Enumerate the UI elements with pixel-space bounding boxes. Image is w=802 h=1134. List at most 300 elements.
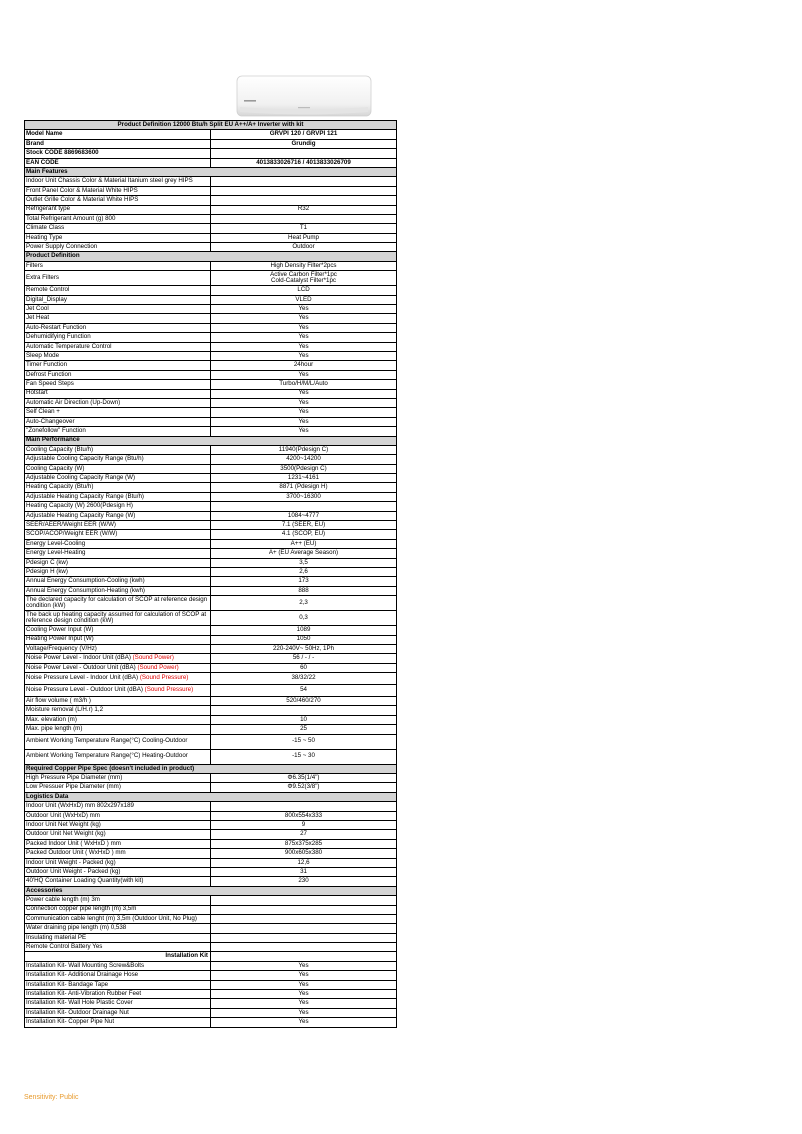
table-row xyxy=(25,139,397,148)
spec-value-text: GRVPI 120 / GRVPI 121 xyxy=(269,130,338,138)
spec-value-text: 24hour xyxy=(293,361,314,369)
spec-label-text: EAN CODE xyxy=(26,158,59,166)
table-row xyxy=(25,177,397,186)
spec-value xyxy=(211,933,397,942)
spec-label-text: Noise Pressure Level - Indoor Unit (dBA) xyxy=(26,674,139,682)
spec-value-text: Φ6.35(1/4") xyxy=(287,773,320,781)
spec-label xyxy=(25,417,211,426)
spec-value xyxy=(211,586,397,595)
spec-label xyxy=(25,811,211,820)
spec-value-text: 3700~16300 xyxy=(286,492,321,500)
spec-label xyxy=(25,196,211,205)
sound-type-note: (Sound Pressure) xyxy=(139,674,189,682)
spec-value-text: 10 xyxy=(300,715,307,723)
table-row xyxy=(25,224,397,233)
spec-label-text: Voltage/Frequency (V/Hz) xyxy=(26,644,97,652)
spec-label xyxy=(25,943,211,952)
spec-value xyxy=(211,464,397,473)
spec-label-text: Adjustable Cooling Capacity Range (Btu/h) xyxy=(26,455,144,463)
spec-label xyxy=(25,877,211,886)
spec-label-text: Power cable length (m) 3m xyxy=(26,896,100,904)
section-header-row xyxy=(25,436,397,445)
spec-label-text: Brand xyxy=(26,139,44,147)
spec-label-text: Heating Power Input (W) xyxy=(26,635,94,643)
table-row xyxy=(25,706,397,715)
spec-value xyxy=(211,361,397,370)
spec-value xyxy=(211,896,397,905)
spec-label xyxy=(25,233,211,242)
section-header-row xyxy=(25,792,397,801)
spec-value xyxy=(211,626,397,635)
table-row xyxy=(25,749,397,764)
spec-value-text: 1050 xyxy=(296,635,311,643)
spec-label xyxy=(25,130,211,139)
table-row xyxy=(25,380,397,389)
table-row xyxy=(25,715,397,724)
table-row xyxy=(25,839,397,848)
spec-value-text: 875x375x285 xyxy=(284,839,323,847)
spec-value xyxy=(211,990,397,999)
spec-value xyxy=(211,821,397,830)
spec-value xyxy=(211,474,397,483)
spec-label xyxy=(25,635,211,644)
table-row xyxy=(25,539,397,548)
spec-value-text: High Density Filter*2pcs xyxy=(270,261,337,269)
spec-label xyxy=(25,558,211,567)
spec-label xyxy=(25,492,211,501)
table-row xyxy=(25,233,397,242)
spec-value xyxy=(211,663,397,672)
spec-value-text: Grundig xyxy=(291,139,316,147)
spec-value xyxy=(211,858,397,867)
spec-label xyxy=(25,849,211,858)
spec-value xyxy=(211,839,397,848)
section-title: Required Copper Pipe Spec (doesn't included in product) xyxy=(25,764,397,773)
spec-label-text: The back up heating capacity assumed for calculation of SCOP at reference design condition (kW) xyxy=(26,610,207,625)
spec-label xyxy=(25,445,211,454)
spec-value-text: 1089 xyxy=(296,626,311,634)
spec-value-text: 4.1 (SCOP, EU) xyxy=(281,530,326,538)
table-row xyxy=(25,673,397,685)
spec-value-text: A++ (EU) xyxy=(290,539,317,547)
spec-label xyxy=(25,464,211,473)
spec-label-text: Water draining pipe length (m) 0,538 xyxy=(26,924,127,932)
spec-label-text: Fan Speed Steps xyxy=(26,380,74,388)
spec-label xyxy=(25,333,211,342)
spec-value xyxy=(211,314,397,323)
spec-value xyxy=(211,177,397,186)
spec-value-text: Yes xyxy=(298,370,309,378)
table-row xyxy=(25,417,397,426)
spec-value-text-second-line: Cold-Catalyst Filter*1pc xyxy=(271,277,336,285)
spec-value-text: 220-240V~ 50Hz, 1Ph xyxy=(272,644,335,652)
spec-label-text: SEER/AEER/Weight EER (W/W) xyxy=(26,520,116,528)
spec-label-text: Packed Outdoor Unit ( WxHxD ) mm xyxy=(26,849,126,857)
spec-label xyxy=(25,455,211,464)
spec-value-text: Yes xyxy=(298,417,309,425)
spec-label-text: Cooling Power Input (W) xyxy=(26,626,94,634)
spec-label xyxy=(25,961,211,970)
spec-value xyxy=(211,286,397,295)
spec-label xyxy=(25,305,211,314)
table-row xyxy=(25,149,397,158)
spec-value xyxy=(211,233,397,242)
spec-value-text: 7.1 (SEER, EU) xyxy=(281,520,326,528)
table-row xyxy=(25,130,397,139)
spec-value xyxy=(211,139,397,148)
spec-label-text: Dehumidifying Function xyxy=(26,333,91,341)
spec-label-text: Jet Heat xyxy=(26,314,50,322)
section-header-row xyxy=(25,764,397,773)
spec-value xyxy=(211,149,397,158)
spec-value-text: Yes xyxy=(298,342,309,350)
spec-value xyxy=(211,644,397,653)
spec-label xyxy=(25,577,211,586)
spec-value xyxy=(211,305,397,314)
spec-label-text: Climate Class xyxy=(26,224,65,232)
spec-label-text: Max. pipe length (m) xyxy=(26,725,83,733)
spec-value-text: Yes xyxy=(298,398,309,406)
spec-label xyxy=(25,139,211,148)
spec-value xyxy=(211,706,397,715)
spec-value-text: 230 xyxy=(298,877,309,885)
table-row xyxy=(25,1018,397,1027)
spec-label-text: Noise Power Level - Indoor Unit (dBA) xyxy=(26,654,131,662)
spec-value xyxy=(211,261,397,270)
spec-label xyxy=(25,214,211,223)
table-row xyxy=(25,905,397,914)
table-row xyxy=(25,685,397,697)
spec-value xyxy=(211,830,397,839)
spec-value-text: 9 xyxy=(301,820,306,828)
table-row xyxy=(25,611,397,626)
spec-label-text: Defrost Function xyxy=(26,370,72,378)
spec-value-text: VLED xyxy=(295,295,312,303)
spec-label xyxy=(25,427,211,436)
spec-value-text: 12,6 xyxy=(297,858,310,866)
section-header-row xyxy=(25,167,397,176)
table-row xyxy=(25,398,397,407)
spec-label xyxy=(25,314,211,323)
spec-label-text: Timer Function xyxy=(26,361,68,369)
spec-label xyxy=(25,839,211,848)
table-row xyxy=(25,577,397,586)
spec-label-text: Packed Indoor Unit ( WxHxD ) mm xyxy=(26,839,121,847)
section-header-row xyxy=(25,252,397,261)
spec-label-text: Heating Capacity (Btu/h) xyxy=(26,483,94,491)
table-row xyxy=(25,999,397,1008)
spec-value-text: 173 xyxy=(298,577,309,585)
spec-value xyxy=(211,455,397,464)
spec-label xyxy=(25,663,211,672)
spec-label-text: Refrigerant type xyxy=(26,205,71,213)
spec-label-text: Power Supply Connection xyxy=(26,243,98,251)
table-row xyxy=(25,802,397,811)
spec-value xyxy=(211,577,397,586)
spec-value-text: Yes xyxy=(298,999,309,1007)
spec-value-text: Yes xyxy=(298,304,309,312)
spec-label xyxy=(25,673,211,685)
spec-label-text: Pdesign H (kw) xyxy=(26,567,68,575)
spec-value-text: Yes xyxy=(298,314,309,322)
spec-label xyxy=(25,398,211,407)
spec-label-text: Sleep Mode xyxy=(26,351,60,359)
table-row xyxy=(25,511,397,520)
spec-value xyxy=(211,370,397,379)
spec-value-text: -15 ~ 30 xyxy=(292,752,315,760)
spec-label-text: Max. elevation (m) xyxy=(26,715,77,723)
spec-label-text: Cooling Capacity (Btu/h) xyxy=(26,445,94,453)
spec-label xyxy=(25,725,211,734)
table-row xyxy=(25,342,397,351)
spec-value-text: 4200~14200 xyxy=(286,455,321,463)
spec-label xyxy=(25,361,211,370)
spec-label-text: Filters xyxy=(26,261,43,269)
spec-label-text: Outdoor Unit Net Weight (kg) xyxy=(26,830,106,838)
spec-label-text: Model Name xyxy=(26,130,63,138)
spec-label xyxy=(25,205,211,214)
spec-value xyxy=(211,271,397,286)
table-row xyxy=(25,626,397,635)
spec-value-text: Yes xyxy=(298,1018,309,1026)
spec-label xyxy=(25,549,211,558)
spec-value xyxy=(211,867,397,876)
spec-value-text: Yes xyxy=(298,351,309,359)
spec-value-text: 25 xyxy=(300,725,307,733)
spec-value xyxy=(211,999,397,1008)
spec-label xyxy=(25,980,211,989)
spec-value-text: Yes xyxy=(298,333,309,341)
spec-label-text: Installation Kit- Wall Hole Plastic Cover xyxy=(26,999,133,1007)
table-row xyxy=(25,734,397,749)
spec-value-text: 1231~4161 xyxy=(287,474,320,481)
table-row xyxy=(25,214,397,223)
spec-value-text: Outdoor xyxy=(292,243,315,251)
spec-value xyxy=(211,483,397,492)
table-row xyxy=(25,530,397,539)
spec-value xyxy=(211,224,397,233)
spec-label-text: Ambient Working Temperature Range(°C) Cooling-Outdoor xyxy=(26,737,188,745)
spec-label xyxy=(25,567,211,576)
spec-label xyxy=(25,177,211,186)
table-row xyxy=(25,549,397,558)
spec-label-text: Ambient Working Temperature Range(°C) Heating-Outdoor xyxy=(26,752,188,760)
table-title-row xyxy=(25,121,397,130)
spec-label xyxy=(25,474,211,483)
table-row xyxy=(25,492,397,501)
spec-value-text: 27 xyxy=(300,830,307,838)
spec-value xyxy=(211,654,397,663)
spec-value xyxy=(211,214,397,223)
spec-label-text: Annual Energy Consumption-Cooling (kwh) xyxy=(26,577,145,585)
spec-value xyxy=(211,715,397,724)
spec-value xyxy=(211,783,397,792)
spec-value xyxy=(211,1008,397,1017)
spec-value xyxy=(211,539,397,548)
spec-label-text: Indoor Unit Net Weight (kg) xyxy=(26,820,101,828)
spec-label-text: Installation Kit- Additional Drainage Hose xyxy=(26,971,139,979)
table-row xyxy=(25,725,397,734)
spec-label-text: Extra Filters xyxy=(26,274,60,281)
spec-label xyxy=(25,370,211,379)
spec-label-text: Jet Cool xyxy=(26,304,49,312)
spec-value xyxy=(211,186,397,195)
spec-value xyxy=(211,685,397,697)
table-row xyxy=(25,980,397,989)
spec-label-text: Indoor Unit Weight - Packed (kg) xyxy=(26,858,116,866)
spec-value xyxy=(211,130,397,139)
table-row xyxy=(25,558,397,567)
spec-label-text: Auto-Restart Function xyxy=(26,323,87,331)
spec-value xyxy=(211,351,397,360)
table-row xyxy=(25,867,397,876)
spec-label-text: Communication cable lenght (m) 3,5m (Outdoor Unit, No Plug) xyxy=(26,914,197,922)
spec-label xyxy=(25,706,211,715)
table-row xyxy=(25,445,397,454)
table-row xyxy=(25,323,397,332)
spec-value-text: 900x605x380 xyxy=(284,849,323,857)
spec-value-text: T1 xyxy=(299,224,308,232)
spec-label xyxy=(25,224,211,233)
spec-label-text: Low Pressuer Pipe Diameter (mm) xyxy=(26,783,121,791)
spec-value xyxy=(211,243,397,252)
sound-type-note: (Sound Pressure) xyxy=(144,686,194,694)
spec-label xyxy=(25,323,211,332)
spec-value xyxy=(211,980,397,989)
table-row xyxy=(25,351,397,360)
table-row xyxy=(25,370,397,379)
spec-value-text: 888 xyxy=(298,586,309,594)
spec-label xyxy=(25,342,211,351)
spec-label xyxy=(25,858,211,867)
spec-label xyxy=(25,644,211,653)
spec-value xyxy=(211,492,397,501)
product-spec-table xyxy=(24,120,397,1028)
spec-label xyxy=(25,914,211,923)
spec-label xyxy=(25,821,211,830)
table-row xyxy=(25,521,397,530)
spec-label-text: 40'HQ Container Loading Quantity(with kit) xyxy=(26,877,144,885)
spec-label-text: Auto-Changeover xyxy=(26,417,75,425)
spec-label xyxy=(25,1008,211,1017)
spec-label-text: Automatic Temperature Control xyxy=(26,342,112,350)
spec-value-text: R32 xyxy=(297,205,310,213)
table-row xyxy=(25,811,397,820)
spec-label-text: Total Refrigerant Amount (g) 800 xyxy=(26,214,116,222)
spec-label-text: Outdoor Unit (WxHxD) mm xyxy=(26,811,100,819)
spec-label xyxy=(25,380,211,389)
spec-label-text: Adjustable Heating Capacity Range (W) xyxy=(26,511,136,519)
spec-value-text: Yes xyxy=(298,961,309,969)
spec-label xyxy=(25,539,211,548)
document-title: Product Definition 12000 Btu/h Split EU A++/A+ Inverter with kit xyxy=(25,121,397,130)
spec-label xyxy=(25,271,211,286)
table-row xyxy=(25,961,397,970)
spec-value xyxy=(211,802,397,811)
spec-label-text: Insulating material PE xyxy=(26,933,87,941)
spec-label xyxy=(25,802,211,811)
spec-label xyxy=(25,596,211,611)
spec-label xyxy=(25,408,211,417)
spec-label xyxy=(25,295,211,304)
spec-label xyxy=(25,905,211,914)
section-title: Accessories xyxy=(25,886,397,895)
spec-value xyxy=(211,611,397,626)
table-row xyxy=(25,858,397,867)
spec-value xyxy=(211,635,397,644)
table-row xyxy=(25,464,397,473)
spec-value xyxy=(211,427,397,436)
spec-value-text: 0,3 xyxy=(299,613,308,621)
spec-label-text: Indoor Unit Chassis Color & Material Itanium steel grey HIPS xyxy=(26,177,193,185)
spec-label xyxy=(25,734,211,749)
spec-label-text: Connection copper pipe length (m) 3,5m xyxy=(26,905,137,913)
spec-value-text: 56 / - / - xyxy=(292,654,315,662)
spec-label-text: Cooling Capacity (W) xyxy=(26,464,85,472)
spec-label xyxy=(25,511,211,520)
spec-value-text: 54 xyxy=(300,686,307,694)
spec-value xyxy=(211,398,397,407)
spec-value-text: Yes xyxy=(298,408,309,416)
spec-label xyxy=(25,586,211,595)
spec-label-text: SCOP/ACOP/Weight EER (W/W) xyxy=(26,530,118,538)
spec-value xyxy=(211,342,397,351)
spec-value-text: Heat Pump xyxy=(288,233,319,241)
table-row xyxy=(25,697,397,706)
spec-value xyxy=(211,558,397,567)
spec-label xyxy=(25,483,211,492)
spec-value xyxy=(211,952,397,961)
spec-value-text: Active Carbon Filter*1pc xyxy=(270,270,337,278)
spec-value xyxy=(211,961,397,970)
table-row xyxy=(25,635,397,644)
spec-value xyxy=(211,530,397,539)
spec-label xyxy=(25,654,211,663)
spec-value xyxy=(211,549,397,558)
spec-value xyxy=(211,905,397,914)
table-row xyxy=(25,596,397,611)
spec-value-text: 1084~4777 xyxy=(287,511,320,519)
table-row xyxy=(25,990,397,999)
section-title: Logistics Data xyxy=(25,792,397,801)
table-row xyxy=(25,783,397,792)
section-title: Product Definition xyxy=(25,252,397,261)
spec-value-text: -15 ~ 50 xyxy=(292,737,315,745)
spec-value xyxy=(211,380,397,389)
spec-value-text: 31 xyxy=(300,867,307,875)
spec-value-text: Yes xyxy=(298,989,309,997)
table-row xyxy=(25,408,397,417)
spec-label xyxy=(25,999,211,1008)
table-row xyxy=(25,502,397,511)
table-row xyxy=(25,644,397,653)
spec-value-text: Yes xyxy=(298,427,309,435)
section-title: Main Features xyxy=(25,167,397,176)
spec-label-text: Noise Power Level - Outdoor Unit (dBA) xyxy=(26,663,136,671)
table-row xyxy=(25,971,397,980)
spec-label xyxy=(25,158,211,167)
spec-value-text: Φ9.52(3/8") xyxy=(287,783,320,791)
table-row xyxy=(25,821,397,830)
spec-value-text: 60 xyxy=(300,663,307,671)
spec-label-text: Installation Kit- Bandage Tape xyxy=(26,980,109,988)
spec-value-text: A+ (EU Average Season) xyxy=(268,549,339,557)
spec-label-text: Adjustable Heating Capacity Range (Btu/h) xyxy=(26,492,144,500)
spec-label xyxy=(25,867,211,876)
spec-value-text: 38/32/22 xyxy=(291,674,316,682)
spec-value xyxy=(211,725,397,734)
table-row xyxy=(25,567,397,576)
